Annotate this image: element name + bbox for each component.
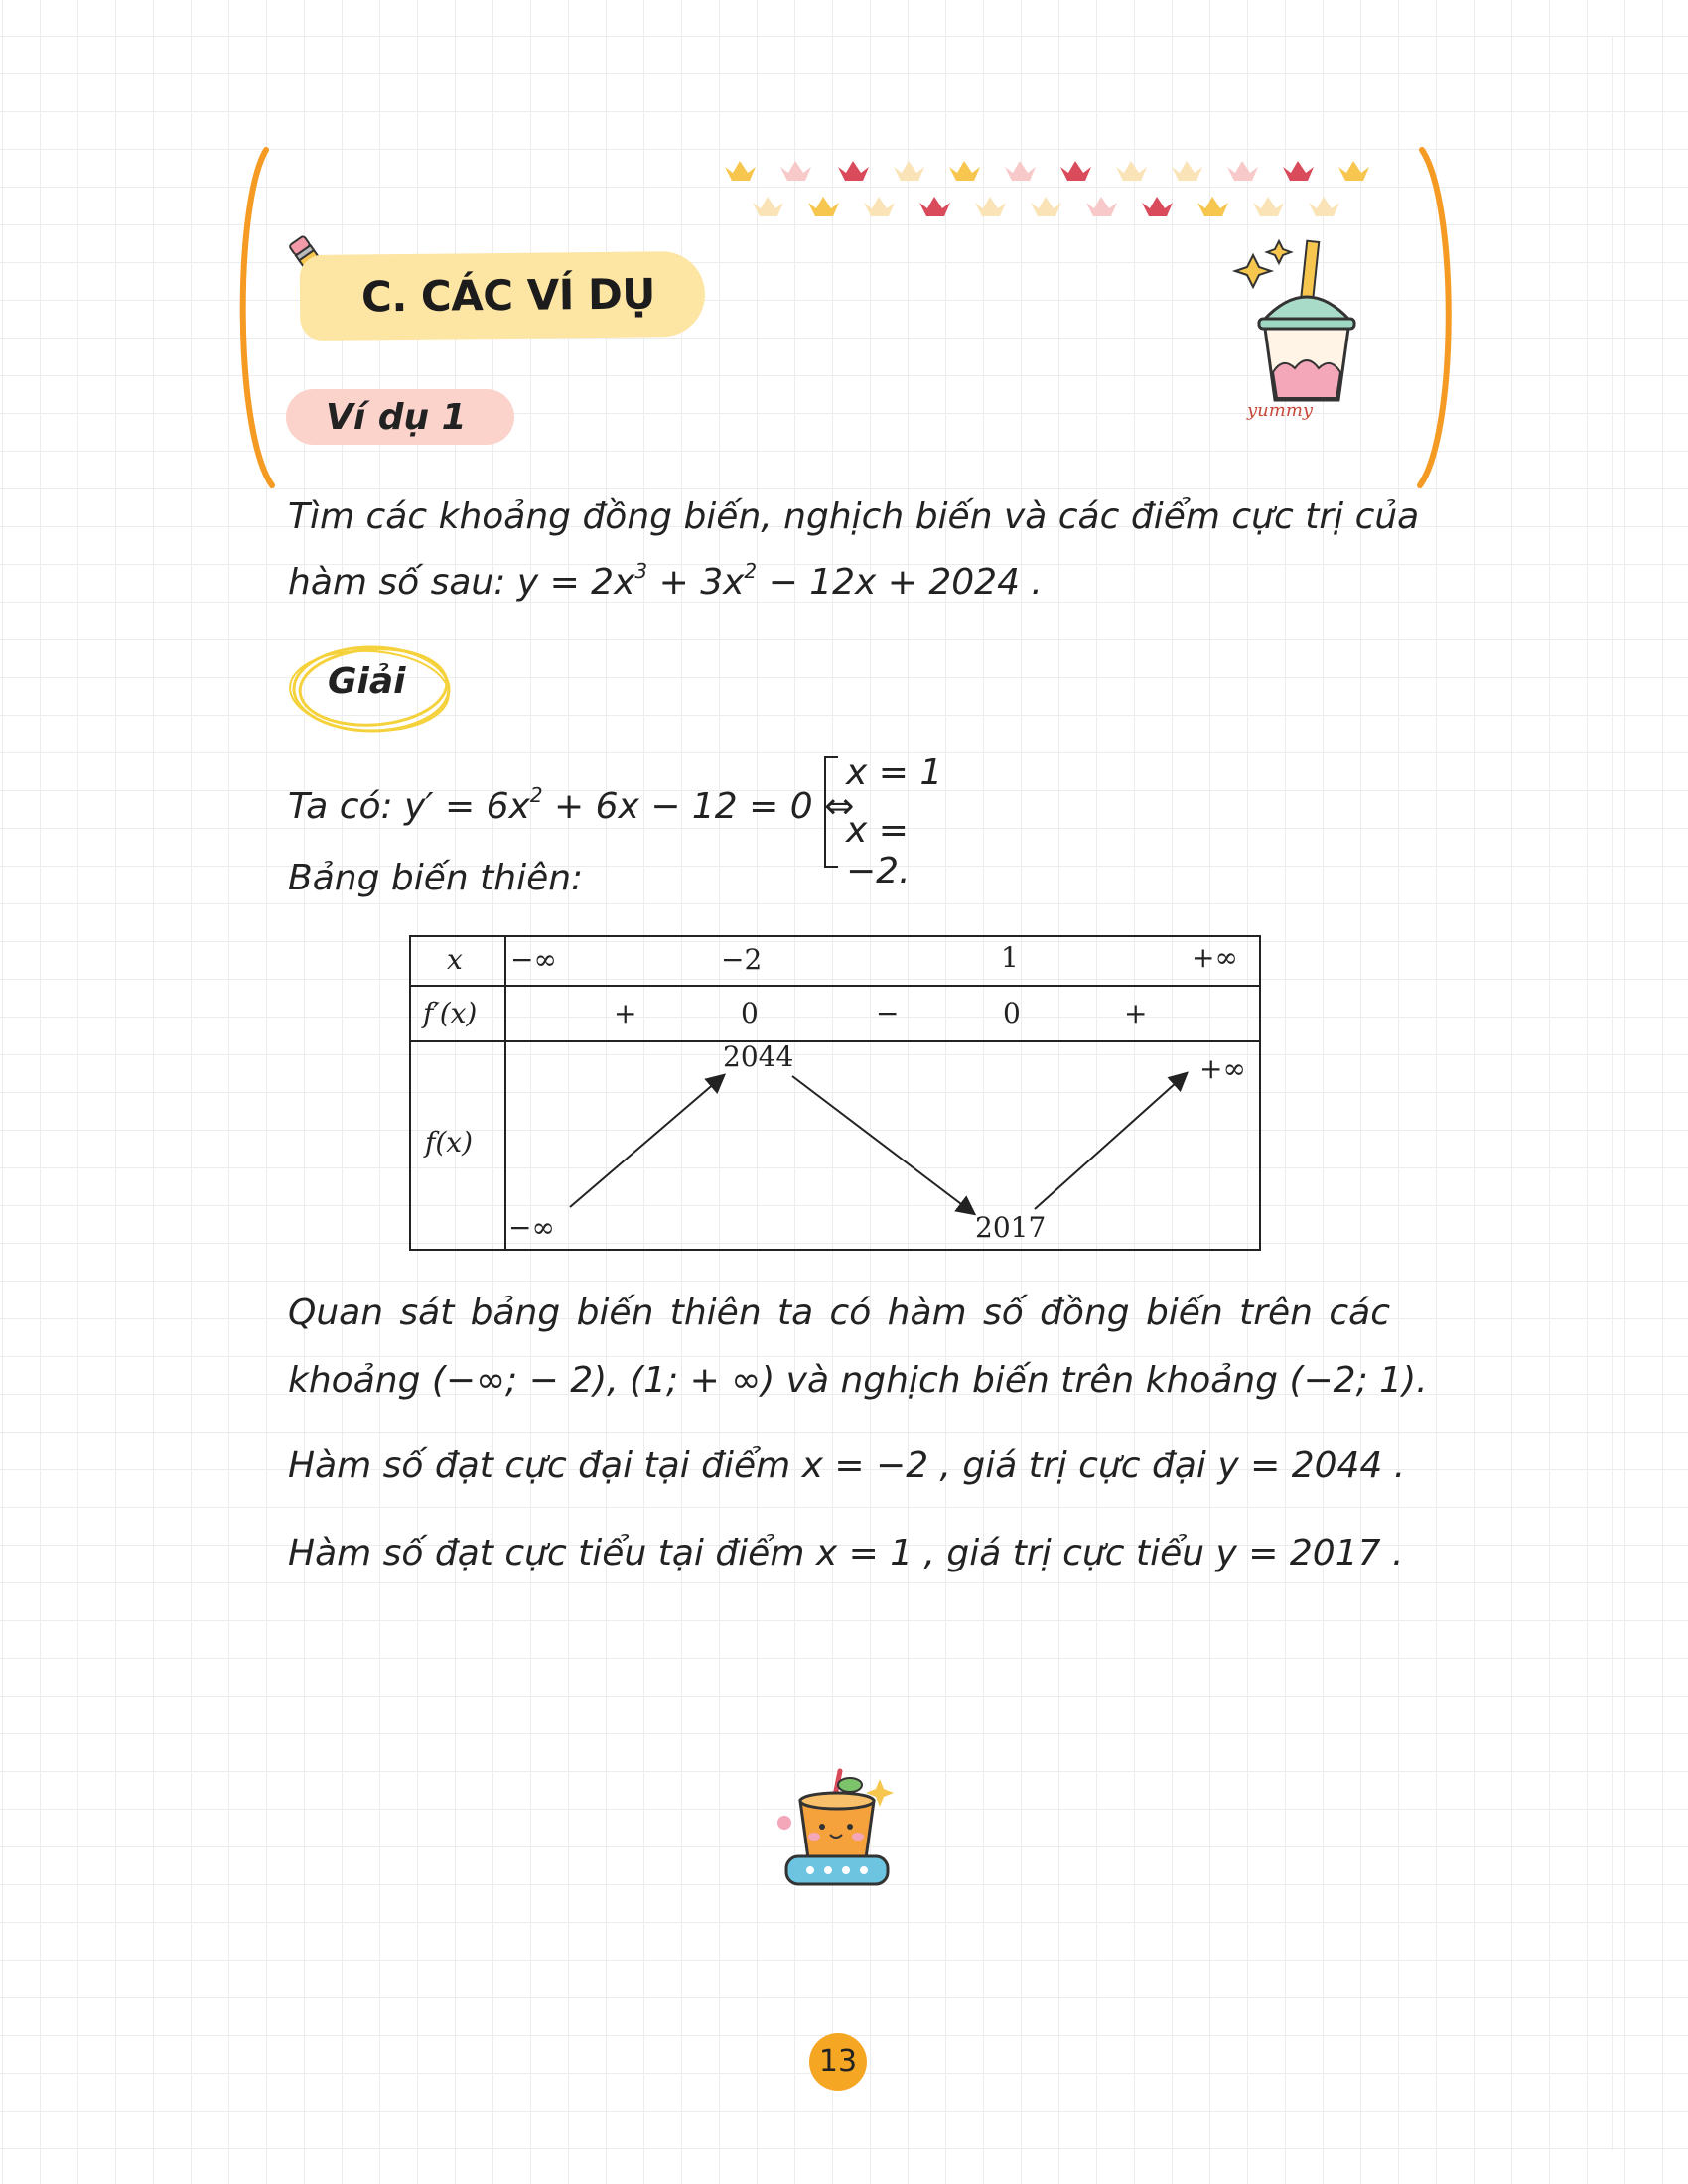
minimum-statement: Hàm số đạt cực tiểu tại điểm x = 1 , giá trị cực tiểu y = 2017 .: [288, 1533, 1404, 1573]
row-label-fprime: f′(x): [423, 997, 478, 1029]
f-value-neg-inf: −∞: [508, 1211, 555, 1244]
sign-zero-1: 0: [741, 997, 759, 1029]
x-value-pos-inf: +∞: [1192, 941, 1238, 974]
bubble-tea-sticker: [1223, 233, 1372, 432]
x-value-neg-2: −2: [721, 943, 763, 976]
crown-bunting-decoration: [720, 149, 1395, 238]
problem-line-1: Tìm các khoảng đồng biến, nghịch biến và các điểm cực trị của: [288, 496, 1420, 537]
table-caption: Bảng biến thiên:: [288, 858, 584, 898]
yummy-caption: yummy: [1247, 400, 1314, 421]
derivative-b: + 6x − 12 = 0 ⇔: [542, 786, 855, 827]
right-bracket-decoration: [1406, 144, 1466, 491]
sign-minus: −: [876, 997, 900, 1029]
solution-label-badge: [288, 637, 457, 737]
conclusion-line-1: Quan sát bảng biến thiên ta có hàm số đồng biến trên các: [288, 1293, 1390, 1333]
page-number: 13: [809, 2033, 867, 2091]
example-label-pill: [286, 389, 514, 445]
f-value-2017: 2017: [975, 1211, 1047, 1244]
section-title-banner: [300, 251, 706, 341]
row-label-x: x: [447, 943, 463, 976]
sign-zero-2: 0: [1003, 997, 1021, 1029]
x-value-1: 1: [1001, 941, 1019, 974]
root-2: x = −2.: [846, 810, 911, 891]
juice-cup-sticker-icon: [771, 1765, 910, 1894]
x-value-neg-inf: −∞: [510, 943, 557, 976]
arrow-increasing-1: [570, 1076, 723, 1207]
conclusion-line-2: khoảng (−∞; − 2), (1; + ∞) và nghịch biến trên khoảng (−2; 1).: [288, 1360, 1428, 1401]
derivative-exponent: 2: [529, 783, 543, 807]
root-1: x = 1: [846, 752, 943, 793]
problem-line-2: [288, 550, 1390, 615]
exponent-3: 3: [634, 559, 648, 583]
f-value-2044: 2044: [723, 1040, 794, 1073]
problem-eq-b: + 3x: [647, 562, 745, 603]
example-label: Ví dụ 1: [326, 397, 467, 438]
sign-plus-1: +: [614, 997, 637, 1029]
f-value-pos-inf: +∞: [1199, 1052, 1246, 1085]
derivative-a: Ta có: y′ = 6x: [288, 786, 530, 827]
section-title: C. CÁC VÍ DỤ: [360, 269, 656, 322]
solution-label: Giải: [328, 661, 406, 702]
maximum-statement: Hàm số đạt cực đại tại điểm x = −2 , giá trị cực đại y = 2044 .: [288, 1445, 1406, 1486]
left-bracket-decoration: [226, 144, 286, 491]
variation-table: [409, 935, 1261, 1251]
sign-plus-2: +: [1124, 997, 1148, 1029]
exponent-2: 2: [744, 559, 758, 583]
row-label-f: f(x): [425, 1126, 474, 1159]
arrow-decreasing: [792, 1076, 973, 1213]
arrow-increasing-2: [1035, 1074, 1186, 1209]
problem-prefix: hàm số sau:: [288, 562, 517, 603]
problem-eq-a: y = 2x: [516, 562, 635, 603]
variation-arrows: [411, 937, 1259, 1249]
problem-eq-c: − 12x + 2024 .: [757, 562, 1043, 603]
